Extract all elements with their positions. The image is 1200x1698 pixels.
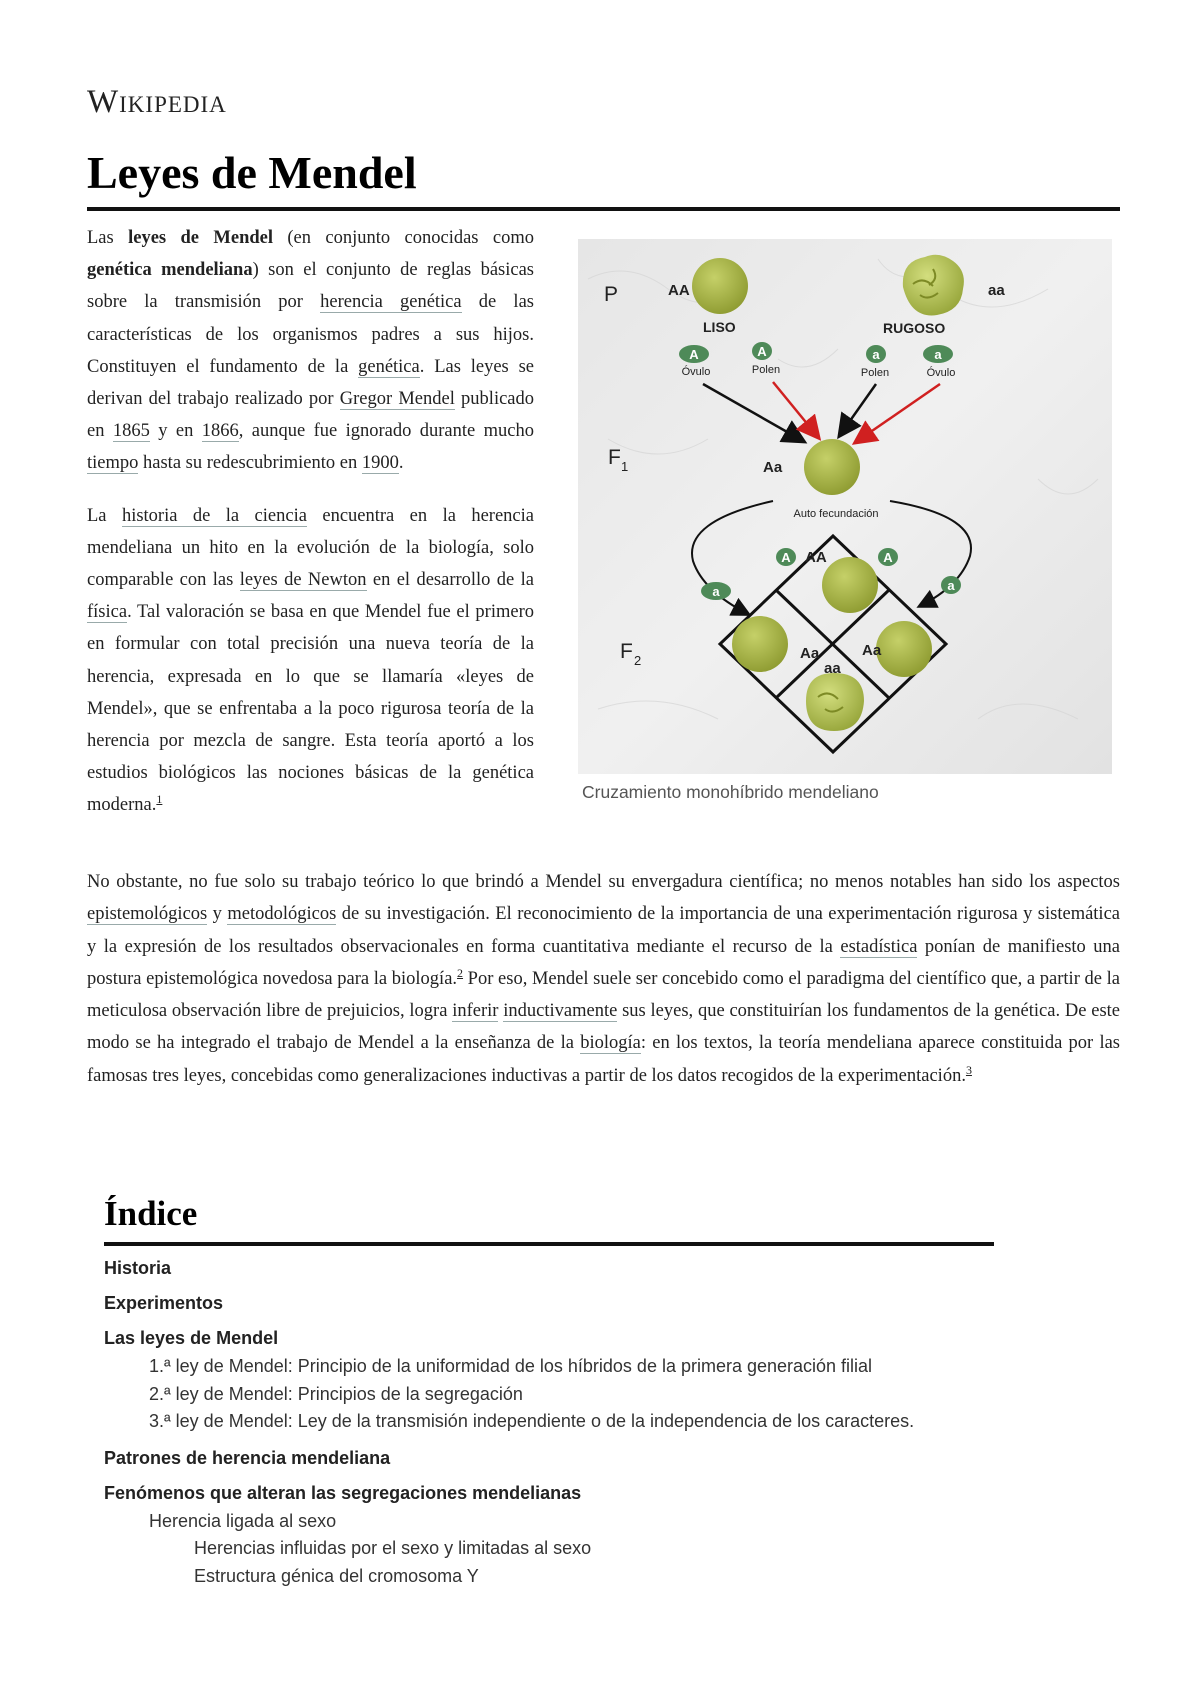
page-title: Leyes de Mendel [87,147,417,198]
reference-sup [156,792,162,806]
allele-label: a [934,347,942,362]
genotype-aa-lower-parent: aa [988,282,1005,299]
toc-divider [104,1242,994,1246]
intro-paragraph-1: Las leyes de Mendel (en conjunto conocidas como genética mendeliana) son el conjunto de reglas básicas sobre la transmisión por herencia genética de las características de los organismos padres a sus hijos. Constituyen el fundamento de la genética. Las leyes se derivan del trabajo realizado por Gregor Mendel publicado en 1865 y en 1866, aunque fue ignorado durante mucho tiempo hasta su redescubrimiento en 1900. [87,228,535,474]
wiki-link[interactable]: epistemológicos [87,904,208,925]
figure-mendel-cross [578,239,1120,803]
genotype-f2-right: Aa [862,642,882,659]
label-f1-sub: 1 [621,459,629,474]
wiki-link[interactable]: Gregor Mendel [339,389,455,410]
body-paragraph-3: No obstante, no fue solo su trabajo teórico lo que brindó a Mendel su envergadura científica; no menos notables han sido los aspectos epistemológicos y metodológicos de su investigación. El reconocimiento de la importancia de una experimentación rigurosa y sistemática y la expresión de los resultados observacionales en forma cuantitativa mediante el recurso de la estadística ponían de manifiesto una postura epistemológica novedosa para la biología.$^2$ Por eso, Mendel suele ser concebido como el paradigma del científico que, a partir de la meticulosa observación libre de prejuicios, logra inferir inductivamente sus leyes, que constituirían los fundamentos de la genética. De este modo se ha integrado el trabajo de Mendel a la enseñanza de la biología: en los textos, la teoría mendeliana aparece constituida por las famosas tres leyes, concebidas como generalizaciones inductivas a partir de los datos recogidos de la experimentación.$^3$ [87,872,1121,1086]
allele-label: a [712,584,720,599]
wiki-link[interactable]: 1866 [201,421,239,442]
wiki-link[interactable]: tiempo [87,453,139,474]
phenotype-liso: LISO [703,319,736,335]
genotype-f2-bottom: aa [824,660,841,677]
reference-sup [966,1063,972,1077]
label-f2-sub: 2 [634,653,642,668]
wiki-link[interactable]: herencia genética [320,292,462,313]
toc-item[interactable]: Patrones de herencia mendeliana [104,1447,391,1468]
title-divider [87,207,1120,211]
wikipedia-logo[interactable]: Wikipedia [87,84,227,120]
wiki-link[interactable]: leyes de Newton [239,570,367,591]
f2-pea-top [822,557,878,613]
label-autofecundacion: Auto fecundación [793,508,879,520]
toc-item[interactable]: Las leyes de Mendel [104,1328,279,1348]
label-ovulo-right: Óvulo [926,367,956,379]
allele-label: a [947,578,955,593]
label-polen-left: Polen [751,364,781,376]
intro-paragraph-2: La historia de la ciencia encuentra en la herencia mendeliana un hito en la evolución de la biología, solo comparable con las leyes de Newton en el desarrollo de la física. Tal valoración se basa en que Mendel fue el primero en formular con total precisión una nueva teoría de la herencia, expresada en lo que se llamaría «leyes de Mendel», que se enfrentaba a la poco rigurosa teoría de la herencia por mezcla de sangre. Esta teoría aportó a los estudios biológicos las nociones básicas de la genética moderna.$^1$ [87,505,534,816]
wiki-link[interactable]: biología [580,1033,641,1054]
toc-heading: Índice [104,1194,198,1233]
wiki-link[interactable]: genética [358,356,420,377]
allele-label: A [883,550,893,565]
reference-link[interactable]: 1 [156,792,163,807]
toc-item[interactable]: 1.ª ley de Mendel: Principio de la uniformidad de los híbridos de la primera generación filial [149,1356,873,1376]
f2-pea-right [876,621,932,677]
wiki-link[interactable]: metodológicos [227,904,337,925]
bold-term: genética mendeliana [87,260,253,281]
reference-sup [457,966,463,980]
label-f1: F [608,446,621,469]
wiki-link[interactable]: inferir [452,1001,499,1022]
allele-label: A [781,550,791,565]
label-polen-right: Polen [860,367,890,379]
reference-link[interactable]: 2 [457,965,464,980]
intro-column [87,222,534,842]
allele-label: a [872,347,880,362]
f2-pea-bottom-wrinkled [806,673,864,731]
label-f2: F [620,640,633,663]
toc-item[interactable]: Experimentos [104,1293,224,1313]
body-text [87,866,1120,1112]
genotype-f2-left: Aa [800,645,820,662]
toc-list [104,1256,994,1590]
toc-item[interactable]: Estructura génica del cromosoma Y [194,1565,479,1586]
label-ovulo-left: Óvulo [681,366,711,378]
smooth-pea-parent [692,258,748,314]
wiki-link[interactable]: 1900 [361,453,399,474]
reference-link[interactable]: 3 [965,1062,972,1077]
toc-item[interactable]: Fenómenos que alteran las segregaciones mendelianas [104,1482,582,1503]
hybrid-pea-f1 [804,439,860,495]
wiki-link[interactable]: física [87,602,128,623]
toc-item[interactable]: Herencia ligada al sexo [149,1510,337,1531]
phenotype-rugoso: RUGOSO [883,320,946,336]
genotype-aa-hybrid-f1: Aa [763,459,783,476]
genotype-f2-top: AA [805,549,827,566]
allele-label: A [689,347,699,362]
wiki-link[interactable]: estadística [840,936,918,957]
bold-term: leyes de Mendel [128,228,273,248]
table-of-contents [104,1190,994,1590]
toc-item[interactable]: 3.ª ley de Mendel: Ley de la transmisión independiente o de la independencia de los caracteres. [149,1411,915,1431]
f2-pea-left [732,616,788,672]
monohybrid-cross-image[interactable] [578,239,1112,774]
wiki-link[interactable]: historia de la ciencia [121,505,307,526]
wiki-link[interactable]: inductivamente [503,1001,618,1022]
toc-item[interactable]: Historia [104,1258,172,1278]
figure-caption: Cruzamiento monohíbrido mendeliano [582,782,879,802]
label-p: P [604,283,619,306]
genotype-aa-upper-parent: AA [668,282,690,299]
toc-item[interactable]: 2.ª ley de Mendel: Principios de la segregación [149,1383,523,1404]
allele-label: A [757,344,767,359]
wiki-link[interactable]: 1865 [112,421,150,442]
toc-item[interactable]: Herencias influidas por el sexo y limitadas al sexo [194,1538,592,1558]
